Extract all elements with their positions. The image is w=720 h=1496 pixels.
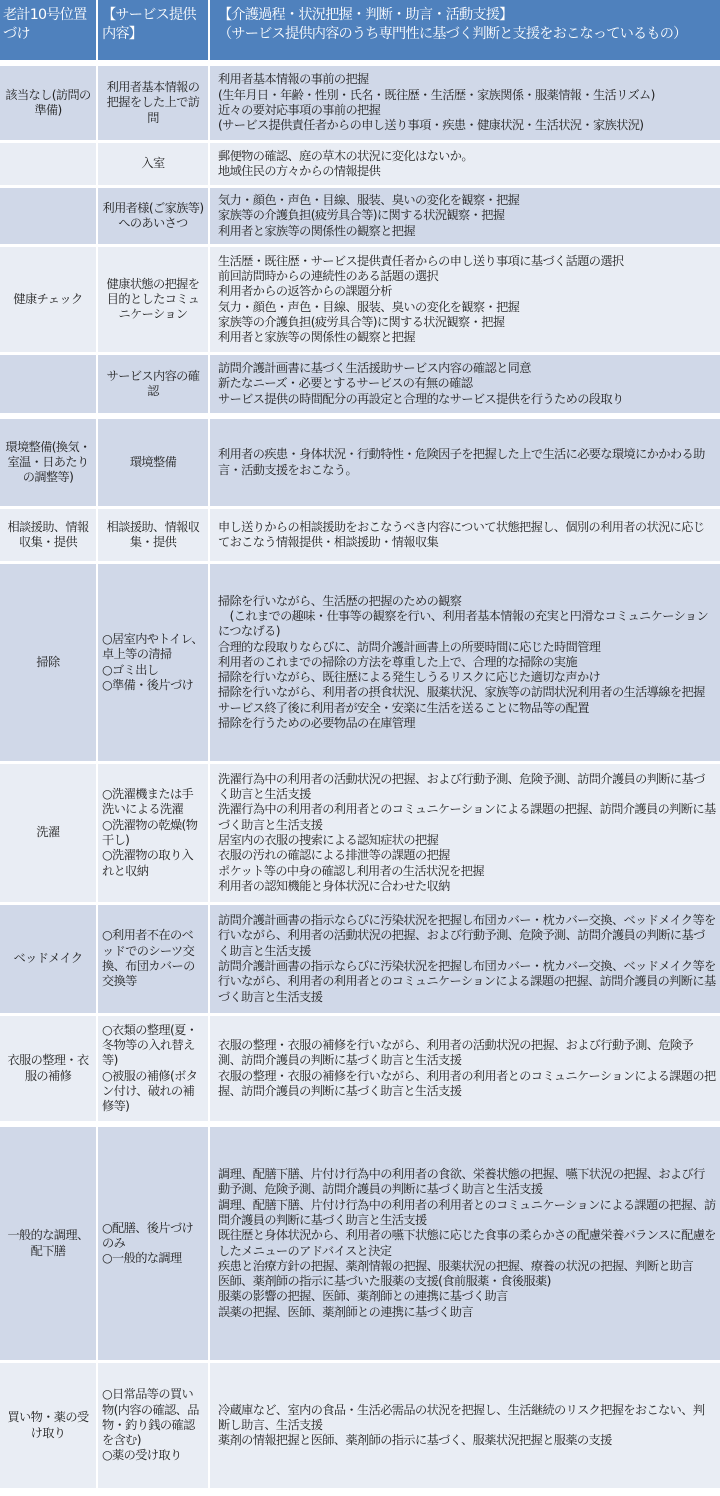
position-cell: 環境整備(換気・室温・日あたりの調整等) xyxy=(0,419,98,506)
detail-line: 利用者のこれまでの掃除の方法を尊重した上で、合理的な掃除の実施 xyxy=(218,654,577,669)
service-item: ○準備・後片づけ xyxy=(102,677,194,692)
detail-line: 訪問介護計画書の指示ならびに汚染状況を把握し布団カバー・枕カバー交換、ベッドメイク等を行いながら、利用者の利用者とのコミュニケーションによる課題の把握、訪問介護員の判断に基づく助言と生活支援 xyxy=(218,959,716,1004)
detail-line: 掃除を行うための必要物品の在庫管理 xyxy=(218,716,415,731)
service-item: ○衣類の整理(夏・冬物等の入れ替え等) xyxy=(102,1022,198,1068)
detail-line: 衣服の汚れの確認による排泄等の課題の把握 xyxy=(218,848,450,863)
position-cell: 該当なし(訪問の準備) xyxy=(0,66,98,140)
table-row xyxy=(0,764,720,905)
detail-line: 既往歴と身体状況から、利用者の嚥下状態に応じた食事の柔らかさの配慮栄養バランスに配慮をしたメニューのアドバイスと決定 xyxy=(218,1228,716,1258)
service-item: ○配膳、後片づけのみ xyxy=(102,1220,194,1250)
detail-line: (これまでの趣味・仕事等の観察を行い、利用者基本情報の充実と円滑なコミュニケーションにつなげる) xyxy=(218,608,709,639)
service-item: ○洗濯物の取り入れと収納 xyxy=(102,848,194,878)
detail-line: サービス終了後に利用者が安全・安楽に生活を送ることに物品等の配置 xyxy=(218,700,589,715)
service-cell: サービス内容の確認 xyxy=(98,355,210,413)
detail-line: 衣服の整理・衣服の補修を行いながら、利用者の活動状況の把握、および行動予測、危険予測、訪問介護員の判断に基づく助言と生活支援 xyxy=(218,1037,694,1068)
detail-line: 利用者と家族等の関係性の観察と把握 xyxy=(218,330,415,345)
details-cell xyxy=(210,905,720,1013)
detail-line: (サービス提供責任者からの申し送り事項・疾患・健康状況・生活状況・家族状況) xyxy=(218,118,644,133)
detail-line: 居室内の衣服の捜索による認知症状の把握 xyxy=(218,833,439,847)
position-cell: ベッドメイク xyxy=(0,905,98,1013)
table-row xyxy=(0,143,720,188)
detail-line: 掃除を行いながら、生活歴の把握のための観察 xyxy=(218,593,462,608)
detail-line: 利用者の疾患・身体状況・行動特性・危険因子を把握した上で生活に必要な環境にかかわる助言・活動支援をおこなう。 xyxy=(218,447,705,477)
table-row xyxy=(0,1363,720,1488)
service-item: ○洗濯機または手洗いによる洗濯 xyxy=(102,787,194,817)
details-cell xyxy=(210,764,720,902)
table-row xyxy=(0,564,720,764)
detail-line: 申し送りからの相談援助をおこなうべき内容について状態把握し、個別の利用者の状況に応じておこなう情報提供・相談援助・情報収集 xyxy=(218,519,705,549)
details-cell xyxy=(210,1016,720,1121)
detail-line: 近々の要対応事項の事前の把握 xyxy=(218,103,381,117)
header-details xyxy=(210,0,720,60)
service-item: ○被服の補修(ボタン付け、破れの補修等) xyxy=(102,1068,198,1114)
detail-line: 誤薬の把握、医師、薬剤師との連携に基づく助言 xyxy=(218,1304,473,1319)
details-cell xyxy=(210,247,720,352)
detail-line: 服薬の影響の把握、医師、薬剤師との連携に基づく助言 xyxy=(218,1289,508,1304)
details-cell xyxy=(210,509,720,561)
service-item: ○ゴミ出し xyxy=(102,662,159,677)
details-cell xyxy=(210,355,720,413)
details-cell xyxy=(210,564,720,761)
detail-line: (生年月日・年齢・性別・氏名・既往歴・生活歴・家族関係・服薬情報・生活リズム) xyxy=(218,87,655,102)
detail-line: 医師、薬剤師の指示に基づいた服薬の支援(食前服薬・食後服薬) xyxy=(218,1274,551,1289)
service-cell: 入室 xyxy=(98,143,210,185)
service-cell xyxy=(98,564,210,761)
detail-line: 生活歴・既往歴・サービス提供責任者からの申し送り事項に基づく話題の選択 xyxy=(218,253,624,268)
detail-line: 前回訪問時からの連続性のある話題の選択 xyxy=(218,268,439,283)
detail-line: 洗濯行為中の利用者の利用者とのコミュニケーションによる課題の把握、訪問介護員の判断に基づく助言と生活支援 xyxy=(218,802,716,832)
service-item: ○薬の受け取り xyxy=(102,1448,182,1463)
header-service: 【サービス提供内容】 xyxy=(98,0,210,60)
position-cell xyxy=(0,188,98,244)
detail-line: 利用者の認知機能と身体状況に合わせた収納 xyxy=(218,878,450,893)
table-header xyxy=(0,0,720,66)
position-cell: 洗濯 xyxy=(0,764,98,902)
service-cell: 利用者様(ご家族等)へのあいさつ xyxy=(98,188,210,244)
position-cell: 掃除 xyxy=(0,564,98,761)
table-row xyxy=(0,419,720,509)
table-row xyxy=(0,1016,720,1127)
position-cell: 買い物・薬の受け取り xyxy=(0,1363,98,1488)
detail-line: 利用者からの返答からの課題分析 xyxy=(218,284,392,299)
position-cell xyxy=(0,143,98,185)
table-row xyxy=(0,247,720,355)
detail-line: 疾患と治療方針の把握、薬剤情報の把握、服薬状況の把握、療養の状況の把握、判断と助言 xyxy=(218,1258,694,1273)
details-cell xyxy=(210,66,720,140)
table-row xyxy=(0,905,720,1016)
service-cell: 相談援助、情報収集・提供 xyxy=(98,509,210,561)
service-cell: 健康状態の把握を目的としたコミュニケーション xyxy=(98,247,210,352)
detail-line: 気力・顔色・声色・目線、服装、臭いの変化を観察・把握 xyxy=(218,193,520,208)
service-cell xyxy=(98,905,210,1013)
position-cell: 一般的な調理、配下膳 xyxy=(0,1127,98,1360)
detail-line: 掃除を行いながら、既往歴による発生しうるリスクに応じた適切な声かけ xyxy=(218,670,601,685)
service-cell xyxy=(98,1363,210,1488)
header-details-title: 【介護過程・状況把握・判断・助言・活動支援】 xyxy=(218,7,513,23)
table-row xyxy=(0,509,720,564)
table-row xyxy=(0,66,720,143)
position-cell: 衣服の整理・衣服の補修 xyxy=(0,1016,98,1121)
position-cell xyxy=(0,355,98,413)
service-item: ○居室内やトイレ、卓上等の清掃 xyxy=(102,631,203,662)
header-position: 老計10号位置づけ xyxy=(0,0,98,60)
detail-line: 新たなニーズ・必要とするサービスの有無の確認 xyxy=(218,376,473,391)
detail-line: 調理、配膳下膳、片付け行為中の利用者の食欲、栄養状態の把握、嚥下状況の把握、および行動予測、危険予測、訪問介護員の判断に基づく助言と生活支援 xyxy=(218,1167,705,1197)
detail-line: 衣服の整理・衣服の補修を行いながら、利用者の利用者とのコミュニケーションによる課題の把握、訪問介護員の判断に基づく助言と生活支援 xyxy=(218,1068,716,1098)
header-details-subtitle: （サービス提供内容のうち専門性に基づく判断と支援をおこなっているもの） xyxy=(218,26,687,42)
details-cell xyxy=(210,1127,720,1360)
details-cell xyxy=(210,188,720,244)
table-row xyxy=(0,188,720,247)
service-item: ○日常品等の買い物(内容の確認、品物・釣り銭の確認を含む) xyxy=(102,1387,199,1448)
detail-line: 利用者と家族等の関係性の観察と把握 xyxy=(218,223,415,238)
position-cell: 健康チェック xyxy=(0,247,98,352)
service-cell xyxy=(98,1016,210,1121)
detail-line: 調理、配膳下膳、片付け行為中の利用者の利用者とのコミュニケーションによる課題の把握、訪問介護員の判断に基づく助言と生活支援 xyxy=(218,1197,716,1227)
detail-line: 訪問介護計画書に基づく生活援助サービス内容の確認と同意 xyxy=(218,361,531,376)
service-item: ○一般的な調理 xyxy=(102,1251,182,1266)
detail-line: 合理的な段取りならびに、訪問介護計画書上の所要時間に応じた時間管理 xyxy=(218,639,601,654)
detail-line: 掃除を行いながら、利用者の摂食状況、服薬状況、家族等の訪問状況利用者の生活導線を把握 xyxy=(218,685,705,700)
detail-line: 家族等の介護負担(疲労具合等)に関する状況観察・把握 xyxy=(218,208,505,223)
table-row xyxy=(0,355,720,419)
detail-line: 利用者基本情報の事前の把握 xyxy=(218,72,369,87)
detail-line: 郵便物の確認、庭の草木の状況に変化はないか。 xyxy=(218,148,473,163)
detail-line: 訪問介護計画書の指示ならびに汚染状況を把握し布団カバー・枕カバー交換、ベッドメイク等を行いながら、利用者の活動状況の把握、および行動予測、危険予測、訪問介護員の判断に基づく助言と生活支援 xyxy=(218,913,716,958)
position-cell: 相談援助、情報収集・提供 xyxy=(0,509,98,561)
service-cell: 利用者基本情報の把握をした上で訪問 xyxy=(98,66,210,140)
service-item: ○洗濯物の乾燥(物干し) xyxy=(102,817,198,847)
detail-line: 薬剤の情報把握と医師、薬剤師の指示に基づく、服薬状況把握と服薬の支援 xyxy=(218,1433,612,1448)
details-cell xyxy=(210,143,720,185)
detail-line: ポケット等の中身の確認し利用者の生活状況を把握 xyxy=(218,863,484,878)
service-cell: 環境整備 xyxy=(98,419,210,506)
detail-line: 洗濯行為中の利用者の活動状況の把握、および行動予測、危険予測、訪問介護員の判断に基づく助言と生活支援 xyxy=(218,771,705,802)
details-cell xyxy=(210,1363,720,1488)
table-row xyxy=(0,1127,720,1363)
service-cell xyxy=(98,764,210,902)
detail-line: サービス提供の時間配分の再設定と合理的なサービス提供を行うための段取り xyxy=(218,391,624,406)
detail-line: 気力・顔色・声色・目線、服装、臭いの変化を観察・把握 xyxy=(218,299,520,314)
service-item: ○利用者不在のベッドでのシーツ交換、布団カバーの交換等 xyxy=(102,928,195,989)
detail-line: 冷蔵庫など、室内の食品・生活必需品の状況を把握し、生活継続のリスク把握をおこない、判断し助言、生活支援 xyxy=(218,1402,705,1432)
service-cell xyxy=(98,1127,210,1360)
detail-line: 地域住民の方々からの情報提供 xyxy=(218,164,381,178)
details-cell xyxy=(210,419,720,506)
detail-line: 家族等の介護負担(疲労具合等)に関する状況観察・把握 xyxy=(218,314,505,329)
